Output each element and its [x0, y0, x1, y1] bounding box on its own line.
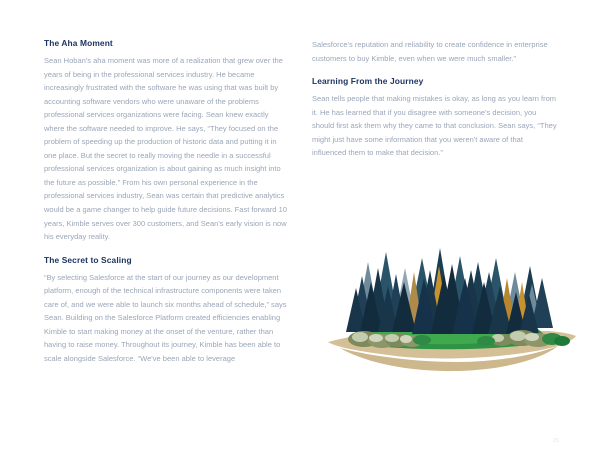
shrub-left-hl-4	[400, 335, 412, 343]
paragraph-aha-moment: Sean Hoban's aha moment was more of a realization that grew over the years of being in the professional services industry. He became increasingly frustrated with the software he was using that was built by accounting software vendors who were unaware of the problems professional services organizations were facing. Sean knew exactly where the software needed to improve. He says, “They focused on the problem of speeding up the production of historic data and putting it in one place. But the secret to really moving the needle in a successful professional services organization is about gaining as much insight into the future as possible.” From his own personal experience in the professional services industry, Sean was certain that predictive analytics would be a game changer to help guide future decisions. Fast forward 10 years, Kimble serves over 300 customers, and Sean's early vision is now his everyday reality.	[44, 56, 287, 242]
section-aha-moment	[44, 38, 290, 244]
paragraph-learning-from-the-journey: Sean tells people that making mistakes is okay, as long as you learn from it. He has learned that if you disagree with someone's decision, you should first ask them why they came to that conclusion. Sean says, “They might just have some information that you weren't aware of that influenced them to make that decision.”	[312, 94, 557, 158]
paragraph-secret-to-scaling: “By selecting Salesforce at the start of our journey as our development platform, enough of the technical infrastructure components were taken care of, and we were able to launch six months ahead of schedule,” says Sean. Building on the Salesforce Platform created efficiencies enabling Kimble to start making money at the onset of the venture, rather than having to raise money. Throughout its journey, Kimble has been able to scale alongside Salesforce. “We've been able to leverage	[44, 272, 287, 363]
shrub-left-green	[413, 335, 431, 345]
shrub-right-green-3	[477, 336, 495, 346]
heading-secret-to-scaling: The Secret to Scaling	[44, 254, 132, 265]
section-secret-to-scaling	[44, 255, 290, 366]
page-number: 25	[552, 438, 559, 444]
shrub-right-green-2	[554, 336, 570, 346]
paragraph-continuation: Salesforce's reputation and reliability to create confidence in enterprise customers to buy Kimble, even when we were much smaller.”	[312, 40, 548, 63]
shrub-right-hl-1	[510, 331, 526, 341]
section-learning-from-the-journey	[312, 76, 558, 160]
shrub-left-hl-2	[369, 334, 383, 342]
heading-learning-from-the-journey: Learning From the Journey	[312, 76, 424, 87]
section-continuation	[312, 38, 558, 65]
left-column	[44, 38, 290, 433]
shrub-left-hl-1	[352, 332, 368, 342]
forest-island-illustration	[326, 238, 578, 386]
right-column	[312, 38, 558, 433]
heading-aha-moment: The Aha Moment	[44, 38, 113, 48]
shrub-right-hl-2	[525, 333, 539, 341]
shrub-left-hl-3	[385, 334, 399, 342]
